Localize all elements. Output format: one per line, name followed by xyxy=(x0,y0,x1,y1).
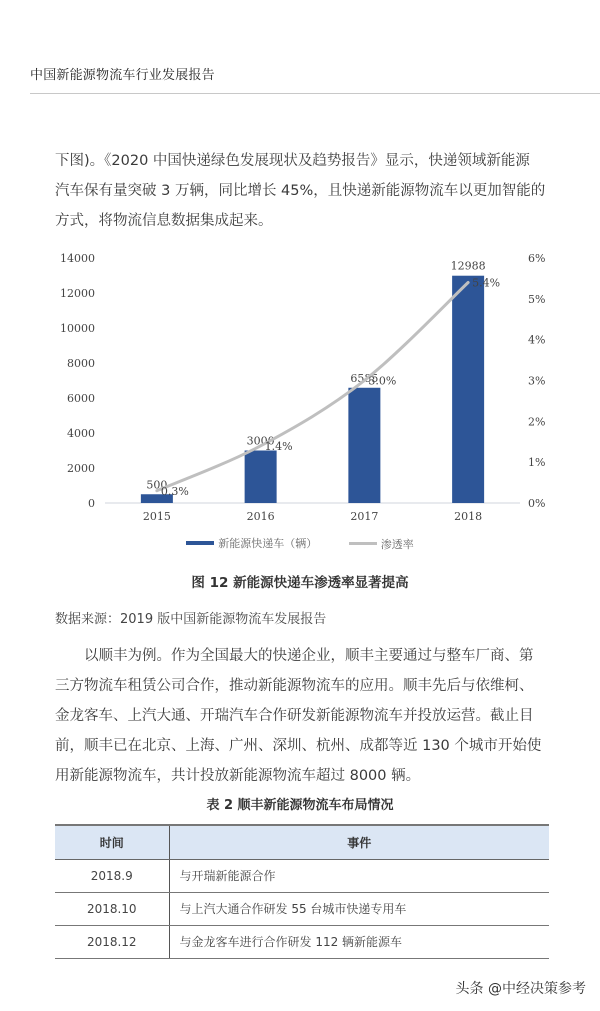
right-axis-tick: 5% xyxy=(528,292,546,306)
intro-line: 汽车保有量突破 3 万辆，同比增长 45%，且快递新能源物流车以更加智能的 xyxy=(55,183,546,199)
cell-time: 2018.9 xyxy=(55,859,169,892)
right-axis-tick: 6% xyxy=(528,252,546,265)
bar-swatch-icon xyxy=(186,541,214,545)
line-value-label: 3.0% xyxy=(368,374,397,388)
legend-label: 新能源快递车（辆） xyxy=(218,537,318,550)
paragraph-line: 用新能源物流车，共计投放新能源物流车超过 8000 辆。 xyxy=(55,768,421,784)
x-axis-tick: 2015 xyxy=(142,510,171,523)
bar-value-label: 3000 xyxy=(246,434,275,448)
bar-value-label: 12988 xyxy=(450,259,486,273)
legend-item-vehicles xyxy=(186,535,317,551)
intro-line: 方式，将物流信息数据集成起来。 xyxy=(55,213,273,229)
left-axis-tick: 14000 xyxy=(60,252,95,265)
x-axis-tick: 2016 xyxy=(246,510,275,523)
cell-time: 2018.12 xyxy=(55,925,169,958)
paragraph-line: 以顺丰为例。作为全国最大的快递企业，顺丰主要通过与整车厂商、第 xyxy=(84,648,534,664)
penetration-line xyxy=(157,283,468,491)
legend-item-penetration xyxy=(349,536,414,552)
right-axis-tick: 1% xyxy=(528,456,546,470)
left-axis-tick: 10000 xyxy=(60,322,95,335)
table-title: 表 2 顺丰新能源物流车布局情况 xyxy=(206,798,394,813)
right-axis-tick: 0% xyxy=(528,497,546,510)
intro-line: 下图)。《2020 中国快递绿色发展现状及趋势报告》显示，快递领域新能源 xyxy=(55,153,530,169)
chart-legend xyxy=(0,535,600,552)
intro-paragraph xyxy=(55,146,555,236)
paragraph-line: 前，顺丰已在北京、上海、广州、深圳、杭州、成都等近 130 个城市开始使 xyxy=(55,738,542,754)
line-swatch-icon xyxy=(349,542,377,545)
bar-2017 xyxy=(348,388,380,503)
right-axis-tick: 4% xyxy=(528,333,546,347)
table-row xyxy=(55,925,549,958)
left-axis-tick: 4000 xyxy=(67,427,95,440)
left-axis-tick: 12000 xyxy=(60,287,95,300)
left-axis-tick: 2000 xyxy=(67,462,95,475)
right-axis-tick: 2% xyxy=(528,415,546,429)
line-value-label: 1.4% xyxy=(264,439,293,453)
legend-label: 渗透率 xyxy=(380,537,414,551)
penetration-chart xyxy=(0,245,600,555)
main-paragraph xyxy=(55,641,555,791)
x-axis-tick: 2018 xyxy=(454,510,483,523)
chart-canvas xyxy=(0,245,600,555)
table-row xyxy=(55,892,549,925)
right-axis-tick: 3% xyxy=(528,374,546,388)
cell-time: 2018.10 xyxy=(55,892,169,925)
x-axis-tick: 2017 xyxy=(350,510,379,523)
column-header-event: 事件 xyxy=(169,825,549,859)
cell-event: 与开瑞新能源合作 xyxy=(169,859,549,892)
bar-2018 xyxy=(452,276,484,503)
running-header-title: 中国新能源物流车行业发展报告 xyxy=(30,68,215,83)
sf-layout-table xyxy=(55,824,549,959)
left-axis-tick: 8000 xyxy=(67,357,95,370)
cell-event: 与上汽大通合作研发 55 台城市快递专用车 xyxy=(169,892,549,925)
line-value-label: 5.4% xyxy=(472,276,501,290)
line-value-label: 0.3% xyxy=(160,484,189,498)
bar-2016 xyxy=(245,451,277,504)
header-divider xyxy=(30,93,600,94)
left-axis-tick: 0 xyxy=(88,497,95,510)
paragraph-line: 金龙客车、上汽大通、开瑞汽车合作研发新能源物流车并投放运营。截止目 xyxy=(55,708,534,724)
left-axis-tick: 6000 xyxy=(67,392,95,405)
table-row xyxy=(55,859,549,892)
paragraph-line: 三方物流车租赁公司合作，推动新能源物流车的应用。顺丰先后与依维柯、 xyxy=(55,678,534,694)
data-source-note: 数据来源：2019 版中国新能源物流车发展报告 xyxy=(55,612,327,627)
bar-value-label: 500 xyxy=(146,478,168,492)
table-header-row xyxy=(55,825,549,859)
cell-event: 与金龙客车进行合作研发 112 辆新能源车 xyxy=(169,925,549,958)
column-header-time: 时间 xyxy=(55,825,169,859)
bar-value-label: 6585 xyxy=(350,371,379,385)
figure-caption: 图 12 新能源快递车渗透率显著提高 xyxy=(191,575,409,591)
watermark-attribution: 头条 @中经决策参考 xyxy=(455,981,586,997)
